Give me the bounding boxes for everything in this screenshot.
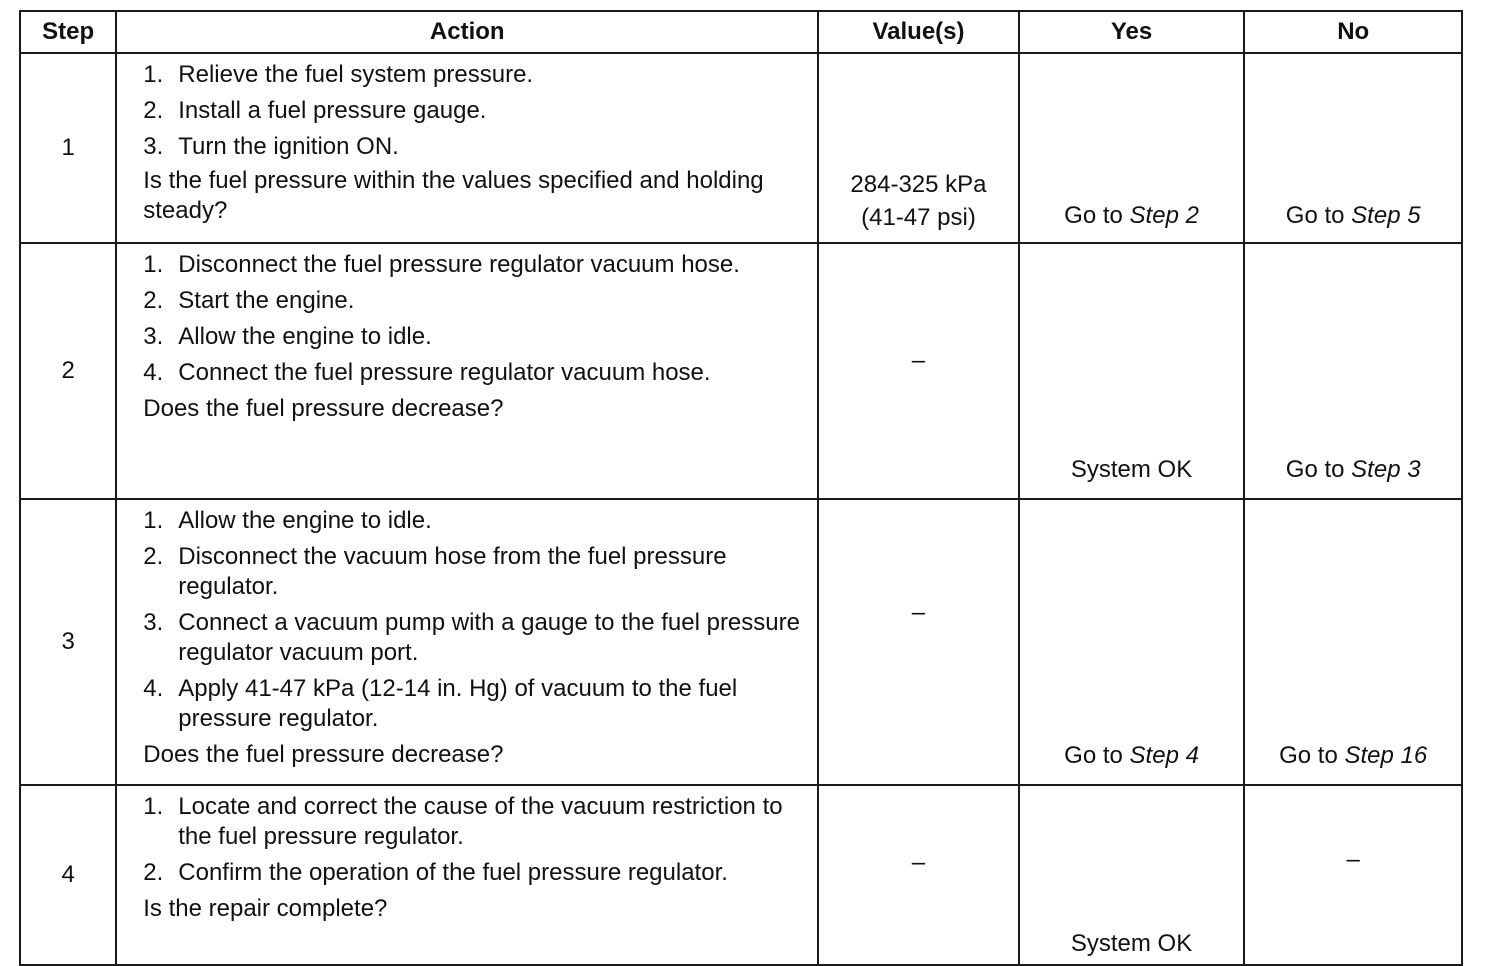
goto-step-link: Step 2	[1129, 202, 1199, 229]
no-cell: Go to Step 16	[1244, 499, 1462, 785]
yes-cell: Go to Step 2	[1019, 53, 1245, 243]
table-row	[20, 243, 1462, 499]
value-text: –	[911, 849, 926, 876]
action-item: 2. Confirm the operation of the fuel pressure regulator.	[143, 859, 728, 886]
yes-cell	[1019, 243, 1245, 499]
action-question: Is the repair complete?	[143, 895, 388, 922]
action-list	[143, 250, 807, 388]
value-text: 284-325 kPa	[850, 171, 987, 198]
diagnostic-table	[19, 10, 1463, 966]
header-no: No	[1244, 11, 1462, 53]
action-list	[143, 506, 807, 734]
value-text: (41-47 psi)	[861, 204, 976, 231]
goto-step-link: Step 3	[1351, 456, 1421, 483]
table-row	[20, 53, 1462, 243]
value-cell	[818, 53, 1019, 243]
yes-cell: Go to Step 4	[1019, 499, 1245, 785]
table-row	[20, 785, 1462, 965]
action-item: 2. Disconnect the vacuum hose from the fuel pressure regulator.	[143, 543, 727, 600]
no-result: –	[1346, 846, 1360, 873]
action-item: 2. Start the engine.	[143, 287, 355, 314]
header-values: Value(s)	[818, 11, 1019, 53]
value-cell	[818, 243, 1019, 499]
value-cell	[818, 785, 1019, 965]
action-item: 3. Turn the ignition ON.	[143, 133, 399, 160]
yes-result: System OK	[1070, 930, 1193, 957]
value-text: –	[911, 599, 926, 626]
action-item: 1. Locate and correct the cause of the vacuum restriction to the fuel pressure regulator.	[143, 793, 783, 850]
step-number: 4	[20, 785, 116, 965]
header-step: Step	[20, 11, 116, 53]
action-item: 3. Connect a vacuum pump with a gauge to the fuel pressure regulator vacuum port.	[143, 609, 800, 666]
no-cell	[1244, 785, 1462, 965]
action-question: Is the fuel pressure within the values specified and holding steady?	[143, 167, 764, 224]
no-cell: Go to Step 3	[1244, 243, 1462, 499]
action-item: 4. Connect the fuel pressure regulator vacuum hose.	[143, 359, 711, 386]
action-cell	[116, 785, 818, 965]
yes-cell	[1019, 785, 1245, 965]
value-text: –	[911, 347, 926, 374]
action-item: 1. Disconnect the fuel pressure regulator vacuum hose.	[143, 251, 740, 278]
header-row	[20, 11, 1462, 53]
value-cell	[818, 499, 1019, 785]
step-number: 1	[20, 53, 116, 243]
action-question: Does the fuel pressure decrease?	[143, 395, 504, 422]
action-item: 2. Install a fuel pressure gauge.	[143, 97, 487, 124]
action-item: 4. Apply 41-47 kPa (12-14 in. Hg) of vacuum to the fuel pressure regulator.	[143, 675, 738, 732]
action-list	[143, 60, 807, 162]
table-row	[20, 499, 1462, 785]
action-cell	[116, 499, 818, 785]
goto-step-link: Step 4	[1129, 742, 1199, 769]
step-number: 2	[20, 243, 116, 499]
no-cell: Go to Step 5	[1244, 53, 1462, 243]
header-yes: Yes	[1019, 11, 1245, 53]
step-number: 3	[20, 499, 116, 785]
header-action: Action	[116, 11, 818, 53]
goto-step-link: Step 5	[1351, 202, 1421, 229]
action-item: 3. Allow the engine to idle.	[143, 323, 432, 350]
action-cell	[116, 243, 818, 499]
action-item: 1. Relieve the fuel system pressure.	[143, 61, 534, 88]
action-item: 1. Allow the engine to idle.	[143, 507, 432, 534]
action-cell	[116, 53, 818, 243]
yes-result: System OK	[1070, 456, 1193, 483]
action-question: Does the fuel pressure decrease?	[143, 741, 504, 768]
action-list	[143, 792, 807, 888]
goto-step-link: Step 16	[1344, 742, 1428, 769]
